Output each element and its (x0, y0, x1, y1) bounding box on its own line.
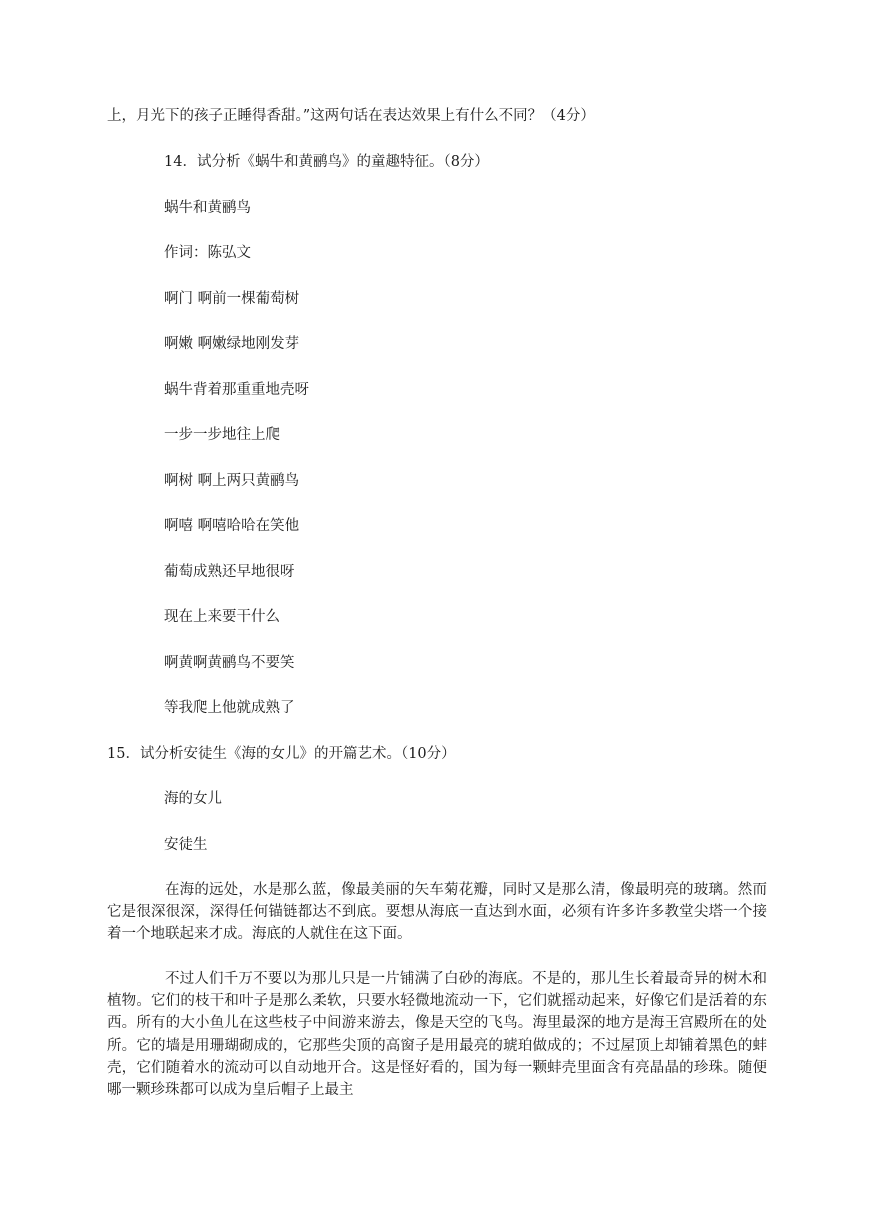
song-lyricist: 作词：陈弘文 (164, 245, 251, 261)
story-author: 安徒生 (164, 837, 208, 853)
story-title: 海的女儿 (164, 791, 222, 807)
lyric-line: 现在上来要干什么 (164, 609, 280, 625)
story-paragraph: 不过人们千万不要以为那儿只是一片铺满了白砂的海底。不是的，那儿生长着最奇异的树木和植物。它们的枝干和叶子是那么柔软，只要水轻微地流动一下，它们就摇动起来，好像它们是活着的东西。所有的大小鱼儿在这些枝子中间游来游去，像是天空的飞鸟。海里最深的地方是海王宫殿所在的处所。它的墙是用珊瑚砌成的，它那些尖顶的高窗子是用最亮的琥珀做成的；不过屋顶上却铺着黑色的蚌壳，它们随着水的流动可以自动地开合。这是怪好看的，国为每一颗蚌壳里面含有亮晶晶的珍珠。随便哪一颗珍珠都可以成为皇后帽子上最主 (107, 971, 767, 1099)
lyric-line: 葡萄成熟还早地很呀 (164, 564, 295, 580)
lyric-line: 啊嫩 啊嫩绿地刚发芽 (164, 336, 300, 352)
lyric-line: 啊嘻 啊嘻哈哈在笑他 (164, 518, 300, 534)
question-15-prompt: 15．试分析安徒生《海的女儿》的开篇艺术。（10分） (107, 746, 456, 762)
question-14-prompt: 14．试分析《蜗牛和黄鹂鸟》的童趣特征。（8分） (164, 154, 489, 170)
song-title: 蜗牛和黄鹂鸟 (164, 200, 251, 216)
lyric-line: 等我爬上他就成熟了 (164, 700, 295, 716)
question-13-continuation: 上，月光下的孩子正睡得香甜。”这两句话在表达效果上有什么不同？（4分） (107, 108, 595, 124)
lyric-line: 一步一步地往上爬 (164, 427, 280, 443)
lyric-line: 蜗牛背着那重重地壳呀 (164, 382, 309, 398)
lyric-line: 啊门 啊前一棵葡萄树 (164, 291, 300, 307)
story-paragraph: 在海的远处，水是那么蓝，像最美丽的矢车菊花瓣，同时又是那么清，像最明亮的玻璃。然而它是很深很深，深得任何锚链都达不到底。要想从海底一直达到水面，必须有许多许多教堂尖塔一个接着一个地联起来才成。海底的人就住在这下面。 (107, 882, 767, 943)
lyric-line: 啊黄啊黄鹂鸟不要笑 (164, 655, 295, 671)
lyric-line: 啊树 啊上两只黄鹂鸟 (164, 473, 300, 489)
